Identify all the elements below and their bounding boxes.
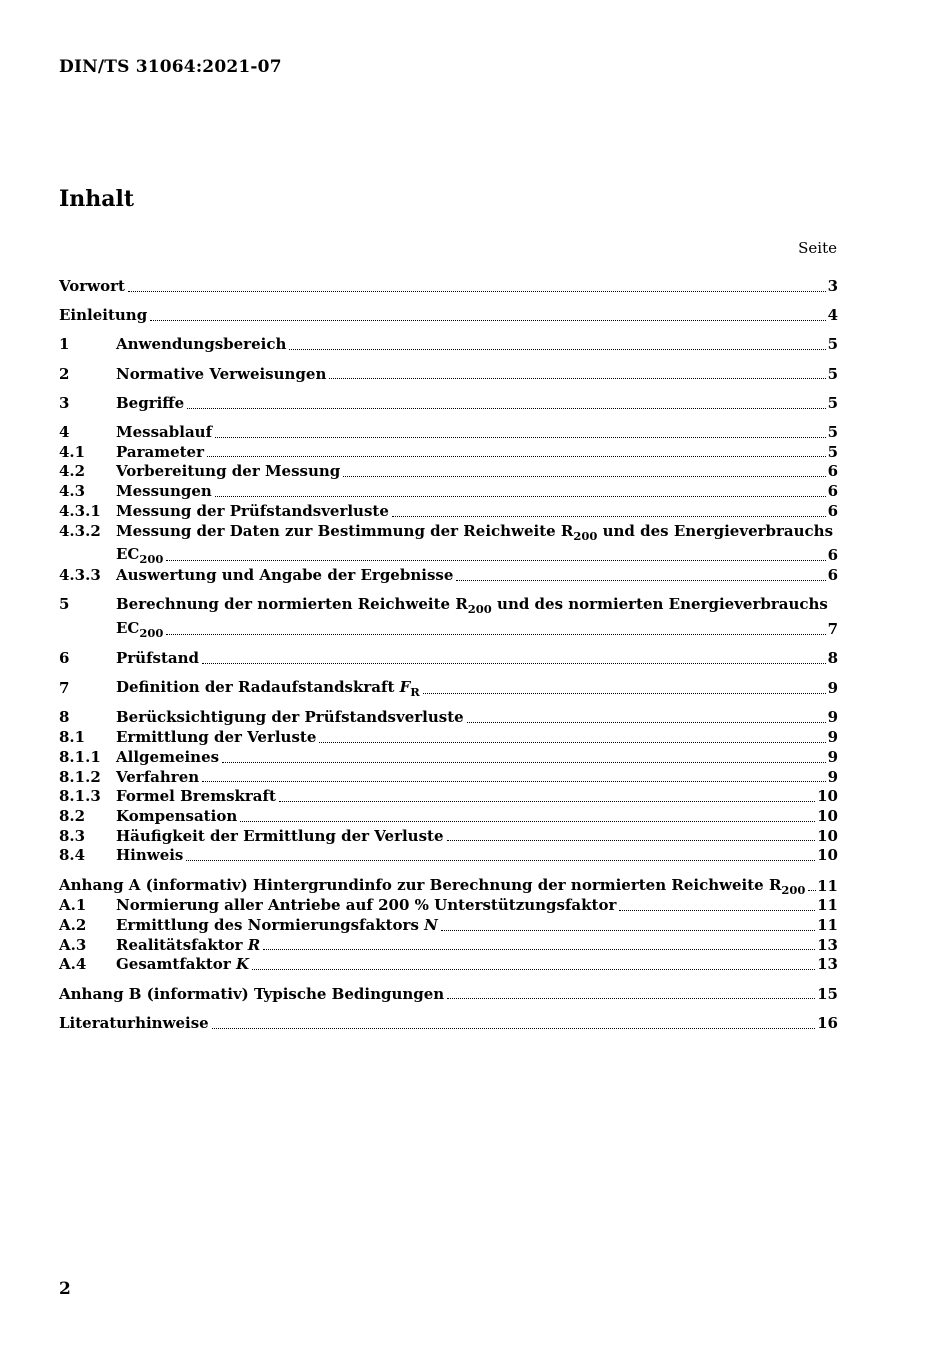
dot-leader [447, 839, 816, 841]
toc-entry-page: 10 [817, 806, 838, 825]
toc-entry-number: 8.1.2 [59, 767, 101, 786]
toc-entry-title: Berechnung der normierten Reichweite $R_{200}$ und des normierten Energieverbrauchs [116, 595, 828, 617]
toc-entry-page: 11 [817, 915, 838, 934]
toc-entry-number: 8.1 [59, 728, 86, 747]
dot-leader [215, 436, 826, 438]
toc-entry-title: Vorbereitung der Messung [116, 462, 341, 481]
toc-entry-title: Auswertung und Angabe der Ergebnisse [116, 565, 454, 584]
dot-leader [128, 290, 826, 292]
dot-leader [441, 929, 815, 931]
dot-leader [222, 761, 825, 763]
page-number: 2 [59, 1279, 71, 1299]
dot-leader [319, 741, 825, 743]
document-id: DIN/TS 31064:2021-07 [59, 57, 282, 77]
toc-entry-number: 5 [59, 595, 70, 614]
dot-leader [423, 692, 826, 694]
toc-entry-title: Vorwort [59, 277, 125, 295]
toc-entry-number: 8 [59, 708, 70, 727]
dot-leader [343, 475, 825, 477]
toc-entry-title: Messablauf [116, 423, 213, 442]
toc-entry-einleitung[interactable] [59, 306, 838, 326]
toc-entry-page: 9 [827, 767, 838, 786]
toc-entry-page: 13 [817, 935, 838, 954]
toc-entry-number: 8.1.3 [59, 787, 101, 806]
toc-entry-page: 5 [827, 335, 838, 354]
toc-entry-title: Formel Bremskraft [116, 787, 276, 806]
toc-entry-a-3[interactable] [59, 936, 838, 956]
toc-entry-number: A.2 [59, 915, 87, 934]
toc-entry-number: 3 [59, 393, 70, 412]
toc-entry-title: Parameter [116, 442, 205, 461]
toc-entry-title: Messung der Prüfstandsverluste [116, 501, 389, 520]
dot-leader [202, 780, 825, 782]
toc-entry-4-3-2[interactable] [59, 522, 838, 566]
toc-entry-4-2[interactable] [59, 462, 838, 482]
dot-leader [240, 820, 815, 822]
toc-entry-title: Einleitung [59, 306, 148, 325]
toc-entry-8[interactable] [59, 708, 838, 728]
toc-entry-page: 3 [827, 277, 838, 295]
toc-entry-3[interactable] [59, 394, 838, 414]
toc-entry-title: Begriffe [116, 393, 185, 412]
toc-entry-number: A.1 [59, 896, 87, 915]
toc-entry-page: 5 [827, 423, 838, 442]
toc-entry-title-continued: $EC_{200}$ [116, 618, 164, 640]
toc-entry-title: Prüfstand [116, 649, 200, 668]
toc-entry-4-3-1[interactable] [59, 502, 838, 522]
toc-entry-number: 4.2 [59, 462, 86, 481]
toc-entry-annex-a[interactable] [59, 876, 838, 897]
toc-entry-page: 9 [827, 708, 838, 727]
toc-entry-8-4[interactable] [59, 846, 838, 866]
toc-entry-number: 8.2 [59, 806, 86, 825]
toc-entry-title: Berücksichtigung der Prüfstandsverluste [116, 708, 464, 727]
toc-entry-title: Anhang A (informativ) Hintergrundinfo zur Berechnung der normierten Reichweite $R_{200}$ [59, 875, 806, 897]
toc-entry-number: 8.4 [59, 846, 86, 865]
toc-entry-title: Ermittlung der Verluste [116, 728, 317, 747]
toc-entry-number: 4.3.1 [59, 501, 101, 520]
toc-entry-page: 5 [827, 393, 838, 412]
dot-leader [202, 662, 826, 664]
toc-entry-page: 11 [817, 876, 838, 895]
toc-entry-title: Messung der Daten zur Bestimmung der Reichweite $R_{200}$ und des Energieverbrauchs [116, 521, 834, 543]
toc-entry-title: Kompensation [116, 806, 238, 825]
toc-entry-title: Gesamtfaktor K [116, 955, 249, 974]
toc-entry-page: 9 [827, 747, 838, 766]
toc-entry-page: 6 [827, 462, 838, 481]
toc-entry-page: 5 [827, 442, 838, 461]
dot-leader [467, 721, 826, 723]
toc-entry-title: Anhang B (informativ) Typische Bedingungen [59, 984, 445, 1003]
dot-leader [392, 515, 826, 517]
dot-leader [329, 377, 825, 379]
toc-entry-8-1-3[interactable] [59, 787, 838, 807]
toc-entry-title: Häufigkeit der Ermittlung der Verluste [116, 826, 444, 845]
toc-entry-page: 13 [817, 955, 838, 974]
toc-entry-number: 2 [59, 364, 70, 383]
toc-entry-page: 15 [817, 984, 838, 1003]
toc-entry-page: 10 [817, 787, 838, 806]
toc-entry-title: Allgemeines [116, 747, 220, 766]
toc-entry-page: 11 [817, 896, 838, 915]
toc-entry-8-1-1[interactable] [59, 748, 838, 768]
toc-entry-title: Normative Verweisungen [116, 364, 327, 383]
dot-leader [289, 348, 825, 350]
toc-entry-1[interactable] [59, 335, 838, 355]
toc-entry-page: 8 [827, 649, 838, 668]
toc-entry-title: Hinweis [116, 846, 184, 865]
dot-leader [263, 948, 815, 950]
toc-entry-number: 8.1.1 [59, 747, 101, 766]
toc-entry-5[interactable] [59, 595, 838, 639]
page-title: Inhalt [59, 186, 135, 212]
table-of-contents [59, 277, 838, 1034]
toc-entry-8-1[interactable] [59, 728, 838, 748]
toc-entry-title: Verfahren [116, 767, 200, 786]
toc-entry-page: 6 [827, 565, 838, 584]
toc-entry-page: 4 [827, 306, 838, 325]
toc-entry-8-3[interactable] [59, 827, 838, 847]
toc-entry-page: 5 [827, 364, 838, 383]
dot-leader [808, 889, 816, 891]
toc-entry-vorwort[interactable] [59, 277, 838, 297]
page-column-label: Seite [798, 239, 837, 257]
toc-entry-number: A.4 [59, 955, 87, 974]
toc-entry-number: 1 [59, 335, 70, 354]
toc-entry-8-1-2[interactable] [59, 768, 838, 788]
dot-leader [252, 968, 815, 970]
toc-entry-title: Realitätsfaktor R [116, 935, 261, 954]
toc-entry-number: 8.3 [59, 826, 86, 845]
toc-entry-a-2[interactable] [59, 916, 838, 936]
toc-entry-page: 10 [817, 826, 838, 845]
dot-leader [212, 1027, 815, 1029]
toc-entry-page: 10 [817, 846, 838, 865]
toc-entry-4-1[interactable] [59, 443, 838, 463]
toc-entry-page: 6 [827, 501, 838, 520]
toc-entry-page: 9 [827, 728, 838, 747]
dot-leader [456, 579, 825, 581]
dot-leader [186, 859, 815, 861]
dot-leader [215, 495, 826, 497]
toc-entry-page: 6 [827, 546, 838, 565]
toc-entry-number: A.3 [59, 935, 87, 954]
toc-entry-page: 16 [817, 1013, 838, 1032]
toc-entry-title: Anwendungsbereich [116, 335, 287, 354]
toc-entry-number: 6 [59, 649, 70, 668]
toc-entry-4-3-3[interactable] [59, 566, 838, 586]
toc-entry-number: 4.3.3 [59, 565, 101, 584]
toc-entry-page: 6 [827, 482, 838, 501]
toc-entry-title-continued: $EC_{200}$ [116, 545, 164, 567]
toc-entry-title: Definition der Radaufstandskraft $F_R$ [116, 678, 420, 700]
toc-entry-4-3[interactable] [59, 482, 838, 502]
toc-entry-literatur[interactable] [59, 1014, 838, 1034]
dot-leader [150, 319, 825, 321]
toc-entry-number: 7 [59, 679, 70, 698]
dot-leader [166, 633, 825, 635]
toc-entry-title: Ermittlung des Normierungsfaktors N [116, 915, 438, 934]
toc-entry-7[interactable] [59, 678, 838, 699]
toc-entry-a-4[interactable] [59, 955, 838, 975]
toc-entry-6[interactable] [59, 649, 838, 669]
dot-leader [166, 559, 825, 561]
toc-entry-number: 4.3.2 [59, 521, 101, 540]
dot-leader [619, 909, 815, 911]
toc-entry-annex-b[interactable] [59, 985, 838, 1005]
toc-entry-4[interactable] [59, 423, 838, 443]
toc-entry-title: Messungen [116, 482, 212, 501]
dot-leader [207, 455, 826, 457]
toc-entry-a-1[interactable] [59, 896, 838, 916]
toc-entry-number: 4.3 [59, 482, 86, 501]
toc-entry-page: 9 [827, 679, 838, 698]
toc-entry-2[interactable] [59, 365, 838, 385]
toc-entry-number: 4.1 [59, 442, 86, 461]
dot-leader [447, 997, 815, 999]
dot-leader [279, 800, 815, 802]
toc-entry-title: Normierung aller Antriebe auf 200 % Unterstützungsfaktor [116, 896, 617, 915]
toc-entry-8-2[interactable] [59, 807, 838, 827]
toc-entry-number: 4 [59, 423, 70, 442]
dot-leader [187, 407, 825, 409]
toc-entry-page: 7 [827, 619, 838, 638]
toc-entry-title: Literaturhinweise [59, 1013, 209, 1032]
